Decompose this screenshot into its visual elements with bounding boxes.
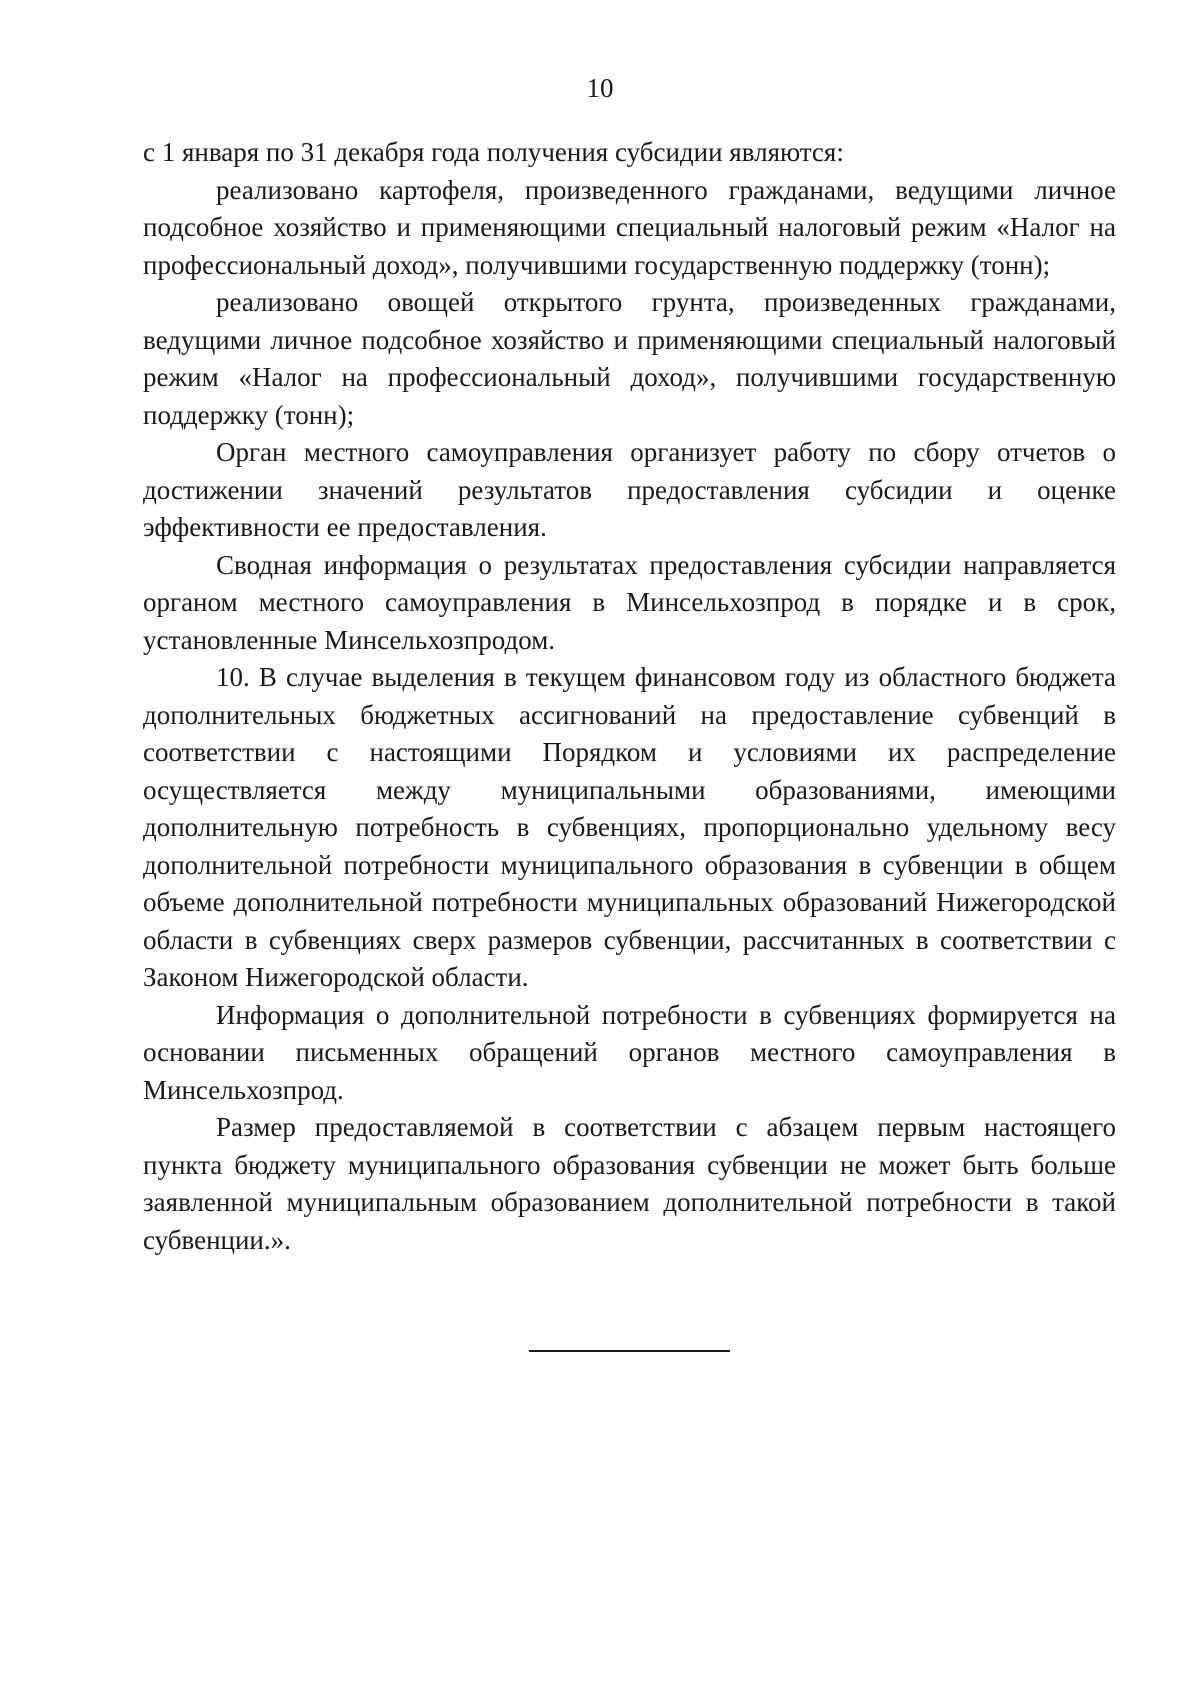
paragraph-potato-sold: реализовано картофеля, произведенного гражданами, ведущими личное подсобное хозяйство и применяющими специальный налоговый режим «Налог на профессиональный доход», получившими государственную поддержку (тонн); [143, 174, 1116, 280]
paragraph-results-period: с 1 января по 31 декабря года получения субсидии являются: [143, 137, 844, 167]
paragraph-item-10: 10. В случае выделения в текущем финансовом году из областного бюджета дополнительных бюджетных ассигнований на предоставление субвенций в соответствии с настоящими Порядком и условиями их распределение осуществляется между муниципальными образованиями, имеющими дополнительную потребность в субвенциях, пропорционально удельному весу дополнительной потребности муниципального образования в субвенции в общем объеме дополнительной потребности муниципальных образований Нижегородской области в субвенциях сверх размеров субвенции, рассчитанных в соответствии с Законом Нижегородской области. [143, 662, 1116, 992]
page-number: 10 [586, 73, 614, 103]
paragraph-summary-information: Сводная информация о результатах предоставления субсидии направляется органом местного самоуправления в Минсельхозпрод в порядке и в срок, установленные Минсельхозпродом. [143, 549, 1116, 655]
paragraph-reports-collection: Орган местного самоуправления организует работу по сбору отчетов о достижении значений результатов предоставления субсидии и оценке эффективности ее предоставления. [143, 437, 1116, 542]
paragraph-vegetables-sold: реализовано овощей открытого грунта, произведенных гражданами, ведущими личное подсобное хозяйство и применяющими специальный налоговый режим «Налог на профессиональный доход», получившими государственную поддержку (тонн); [143, 287, 1116, 430]
closing-divider-line [529, 1350, 730, 1352]
paragraph-subvention-size: Размер предоставляемой в соответствии с абзацем первым настоящего пункта бюджету муниципального образования субвенции не может быть больше заявленной муниципальным образованием дополнительной потребности в такой субвенции.». [143, 1112, 1116, 1255]
paragraph-additional-need-info: Информация о дополнительной потребности в субвенциях формируется на основании письменных обращений органов местного самоуправления в Минсельхозпрод. [143, 999, 1116, 1105]
document-body [143, 134, 1116, 1259]
